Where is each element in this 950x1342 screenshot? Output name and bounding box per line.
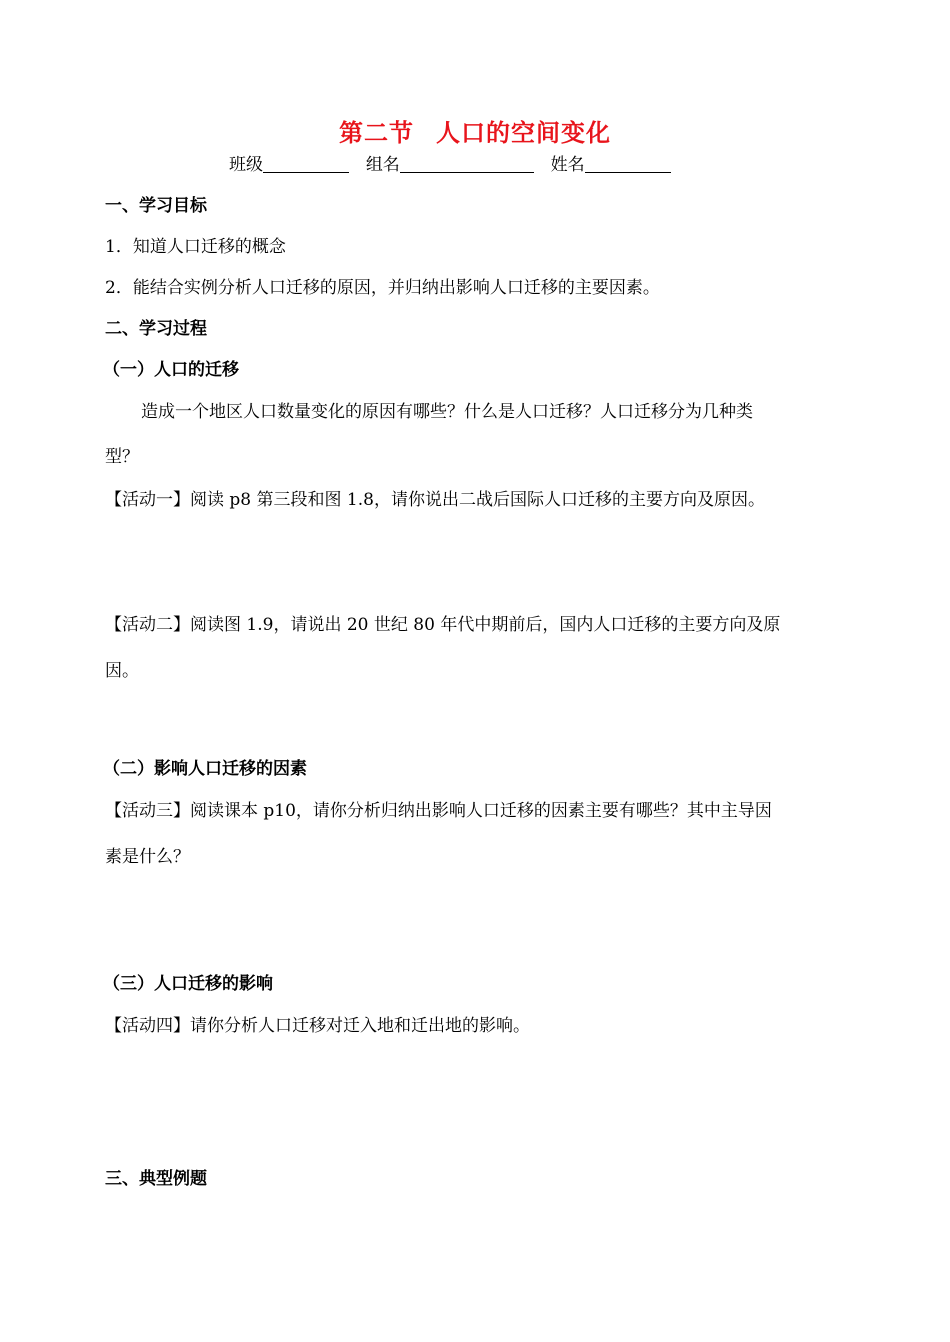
name-label: 姓名 [550,155,585,175]
student-info-line [229,150,671,175]
group-blank[interactable] [400,154,534,173]
objective-1: 1．知道人口迁移的概念 [105,237,286,257]
activity-3-line2: 素是什么？ [105,847,190,867]
page-title [0,113,950,148]
activity-1: 【活动一】阅读 p8 第三段和图 1.8，请你说出二战后国际人口迁移的主要方向及原因。 [105,490,765,510]
class-blank[interactable] [263,154,349,173]
objective-2: 2．能结合实例分析人口迁移的原因，并归纳出影响人口迁移的主要因素。 [105,278,660,298]
activity-3-line1: 【活动三】阅读课本 p10，请你分析归纳出影响人口迁移的因素主要有哪些？其中主导因 [105,801,772,821]
sub1-heading: （一）人口的迁移 [103,360,239,380]
objectives-heading: 一、学习目标 [105,196,207,216]
title-section-number: 第二节 [339,119,414,147]
activity-2-line1: 【活动二】阅读图 1.9，请说出 20 世纪 80 年代中期前后，国内人口迁移的主要方向及原 [105,615,781,635]
name-blank[interactable] [585,154,671,173]
activity-2-line2: 因。 [105,661,139,681]
activity-4: 【活动四】请你分析人口迁移对迁入地和迁出地的影响。 [105,1016,530,1036]
title-topic: 人口的空间变化 [436,119,611,147]
class-label: 班级 [229,155,263,175]
examples-heading: 三、典型例题 [105,1169,207,1189]
sub2-heading: （二）影响人口迁移的因素 [103,759,307,779]
group-label: 组名 [365,155,400,175]
process-heading: 二、学习过程 [105,319,207,339]
sub1-question-line2: 型？ [105,447,139,467]
sub1-question-line1: 造成一个地区人口数量变化的原因有哪些？什么是人口迁移？人口迁移分为几种类 [141,402,753,422]
sub3-heading: （三）人口迁移的影响 [103,974,273,994]
